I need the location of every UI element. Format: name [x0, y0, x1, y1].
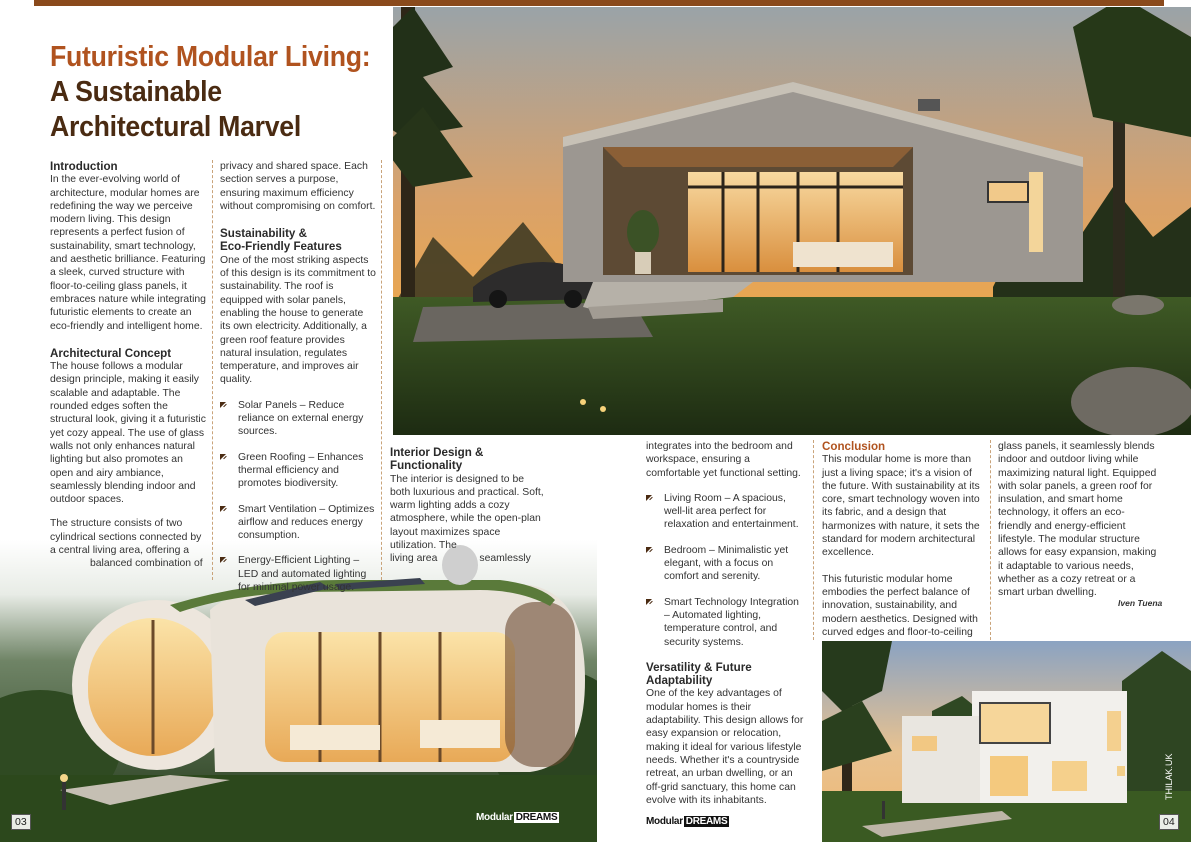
- interior-text: The interior is designed to be both luxurious and practical. Soft, warm lighting adds a cozy atmosphere, while the open-plan layout maximizes space utilization. The: [390, 473, 544, 552]
- conclusion-text-1: This modular home is more than just a living space; it's a vision of the future. With sustainability at its core, smart technology woven into its fabric, and a design that harmonizes with nature, it sets the standard for modern architectural excellence.: [822, 454, 980, 559]
- arrow-bullet-icon: [646, 547, 652, 553]
- concept-text-1: The house follows a modular design principle, making it easily scalable and adaptable. The rounded edges soften the structural look, giving it a futuristic yet cozy appeal. The use of glass walls not only enhances natural lighting but also promotes an open and airy ambiance, seamlessly blending indoor and outdoor spaces.: [50, 361, 206, 506]
- title-line-3: Architectural Marvel: [50, 111, 302, 143]
- versatility-heading-1: Versatility & Future: [646, 660, 752, 674]
- column-divider-1: [212, 160, 213, 580]
- sustainability-heading-2: Eco-Friendly Features: [220, 240, 342, 254]
- concept-text-2b: balanced combination of: [90, 558, 203, 570]
- sustainability-heading-1: Sustainability &: [220, 227, 307, 241]
- interior-text-end: living area seamlessly: [390, 553, 531, 565]
- versatility-text: One of the key advantages of modular homes is their adaptability. This design allows for easy expansion or relocation, making it ideal for various lifestyle needs. Whether it's a countryside retreat, an urban dwelling, or an off-grid sanctuary, this home can evolve with its inhabitants.: [646, 688, 804, 806]
- interior-text-2: integrates into the bedroom and workspace, ensuring a comfortable yet functional setting.: [646, 441, 801, 479]
- intro-text: In the ever-evolving world of architecture, modular homes are redefining the way we perceive modern living. This design represents a perfect fusion of sustainability, smart technology, and aesthetic brilliance. Featuring a sleek, curved structure with floor-to-ceiling glass panels, it embraces nature while integrating futuristic elements to create an eco-friendly and intelligent home.: [50, 174, 206, 332]
- conclusion-text-3: glass panels, it seamlessly blends indoor and outdoor living while maximizing natural light. Equipped with solar panels, a green roof for insulation, and smart home technology, it offers an eco-friendly and energy-efficient lifestyle. The modular structure allows for easy expansion, making it adaptable to various needs, whether as a cozy retreat or a smart urban dwelling.: [998, 441, 1157, 599]
- intro-heading: Introduction: [50, 160, 118, 173]
- interior-heading-2: Functionality: [390, 459, 463, 473]
- list-item: Smart Ventilation – Optimizes airflow and reduces energy consumption.: [220, 503, 376, 543]
- page-number-right: 04: [1159, 814, 1179, 830]
- conclusion-text-2: This futuristic modular home embodies the perfect balance of innovation, sustainability, and modern aesthetics. Designed with curved edges and floor-to-ceiling: [822, 573, 978, 638]
- arrow-bullet-icon: [220, 506, 226, 512]
- arrow-bullet-icon: [220, 402, 226, 408]
- list-item: Green Roofing – Enhances thermal efficiency and promotes biodiversity.: [220, 451, 376, 491]
- logo-right: Modular DREAMS: [646, 816, 728, 827]
- title-line-2: A Sustainable: [50, 76, 222, 108]
- arrow-bullet-icon: [646, 495, 652, 501]
- column-divider-3: [813, 440, 814, 640]
- column-4: [646, 440, 806, 817]
- arrow-bullet-icon: [220, 454, 226, 460]
- title-line-1: Futuristic Modular Living:: [50, 41, 371, 73]
- interior-heading-1: Interior Design &: [390, 446, 484, 459]
- arrow-bullet-icon: [220, 557, 226, 563]
- top-accent-bar: [34, 0, 1164, 6]
- versatility-heading-2: Adaptability: [646, 674, 713, 688]
- column-divider-4: [990, 440, 991, 640]
- logo-left: Modular DREAMS: [476, 812, 558, 823]
- column-2: [220, 160, 376, 606]
- concept-text-2c: privacy and shared space. Each section serves a purpose, ensuring maximum efficiency without compromising on comfort.: [220, 161, 376, 212]
- page-number-left: 03: [11, 814, 31, 830]
- list-item: Bedroom – Minimalistic yet elegant, with a focus on comfort and serenity.: [646, 544, 806, 584]
- interior-bullet-list: [646, 492, 806, 649]
- hero-house-photo: [393, 7, 1191, 435]
- list-item: Smart Technology Integration – Automated lighting, temperature control, and security systems.: [646, 596, 806, 649]
- column-3: [390, 446, 545, 576]
- white-house-photo: [822, 641, 1191, 842]
- concept-heading: Architectural Concept: [50, 346, 172, 360]
- concept-text-2a: The structure consists of two cylindrical sections connected by a central living area, offering a: [50, 518, 202, 557]
- article-title: [50, 40, 371, 145]
- author-signature: Iven Tuena: [1118, 598, 1163, 608]
- list-item: Solar Panels – Reduce reliance on external energy sources.: [220, 399, 376, 439]
- sustainability-text: One of the most striking aspects of this design is its commitment to sustainability. The roof is equipped with solar panels, enabling the house to generate its own electricity. Additionally, a green roof feature provides natural insulation, regulates temperature, and improves air quality.: [220, 254, 376, 386]
- sustainability-bullet-list: [220, 399, 376, 595]
- conclusion-heading: Conclusion: [822, 440, 886, 453]
- column-1: [50, 160, 206, 581]
- column-6: [998, 440, 1158, 610]
- arrow-bullet-icon: [646, 599, 652, 605]
- list-item: Energy-Efficient Lighting – LED and automated lighting for minimal power usage.: [220, 554, 376, 594]
- column-divider-2: [381, 160, 382, 580]
- photo-credit: THILAK.UK: [1164, 753, 1174, 800]
- column-5: [822, 440, 982, 649]
- list-item: Living Room – A spacious, well-lit area perfect for relaxation and entertainment.: [646, 492, 806, 532]
